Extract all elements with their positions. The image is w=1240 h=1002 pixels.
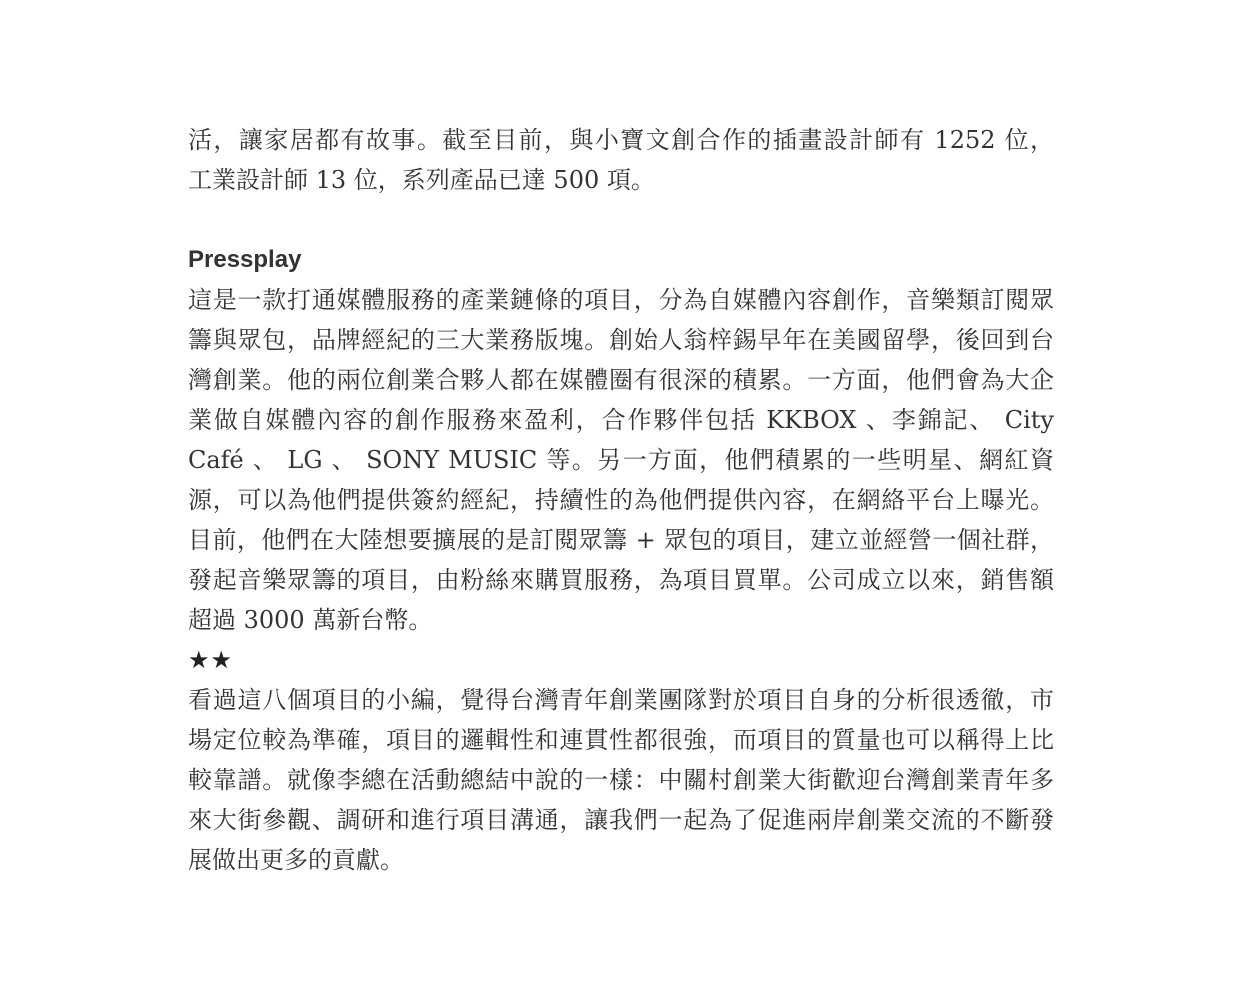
paragraph-line: 業做自媒體內容的創作服務來盈利，合作夥伴包括 KKBOX 、李錦記、 City	[188, 406, 1054, 434]
conclusion-paragraph	[188, 680, 1054, 880]
article-body	[188, 120, 1054, 880]
paragraph-line: 源，可以為他們提供簽約經紀，持續性的為他們提供內容，在網絡平台上曝光。	[188, 486, 1054, 514]
paragraph-line: 看過這八個項目的小編，覺得台灣青年創業團隊對於項目自身的分析很透徹，市	[188, 686, 1054, 714]
paragraph-line: 展做出更多的貢獻。	[188, 846, 404, 874]
paragraph-line: 發起音樂眾籌的項目，由粉絲來購買服務，為項目買單。公司成立以來，銷售額	[188, 566, 1054, 594]
star-divider: ★★	[188, 646, 234, 674]
paragraph-line: 超過 3000 萬新台幣。	[188, 606, 433, 634]
paragraph-line: 這是一款打通媒體服務的產業鏈條的項目，分為自媒體內容創作，音樂類訂閱眾	[188, 286, 1054, 314]
paragraph-line: 來大街參觀、調研和進行項目溝通，讓我們一起為了促進兩岸創業交流的不斷發	[188, 806, 1054, 834]
section-paragraph	[188, 280, 1054, 640]
paragraph-line: Café 、 LG 、 SONY MUSIC 等。另一方面，他們積累的一些明星、網紅資	[188, 446, 1054, 474]
paragraph-line: 籌與眾包，品牌經紀的三大業務版塊。創始人翁梓錫早年在美國留學，後回到台	[188, 326, 1054, 354]
intro-paragraph	[188, 120, 1054, 200]
paragraph-line: 活，讓家居都有故事。截至目前，與小寶文創合作的插畫設計師有 1252 位，	[188, 126, 1054, 154]
paragraph-line: 目前，他們在大陸想要擴展的是訂閱眾籌 + 眾包的項目，建立並經營一個社群，	[188, 526, 1054, 554]
section-heading: Pressplay	[188, 246, 302, 273]
paragraph-line: 灣創業。他的兩位創業合夥人都在媒體圈有很深的積累。一方面，他們會為大企	[188, 366, 1054, 394]
paragraph-line: 工業設計師 13 位，系列產品已達 500 項。	[188, 166, 655, 194]
paragraph-gap	[188, 200, 1054, 240]
paragraph-line: 場定位較為準確，項目的邏輯性和連貫性都很強，而項目的質量也可以稱得上比	[188, 726, 1054, 754]
paragraph-line: 較靠譜。就像李總在活動總結中說的一樣：中關村創業大街歡迎台灣創業青年多	[188, 766, 1054, 794]
